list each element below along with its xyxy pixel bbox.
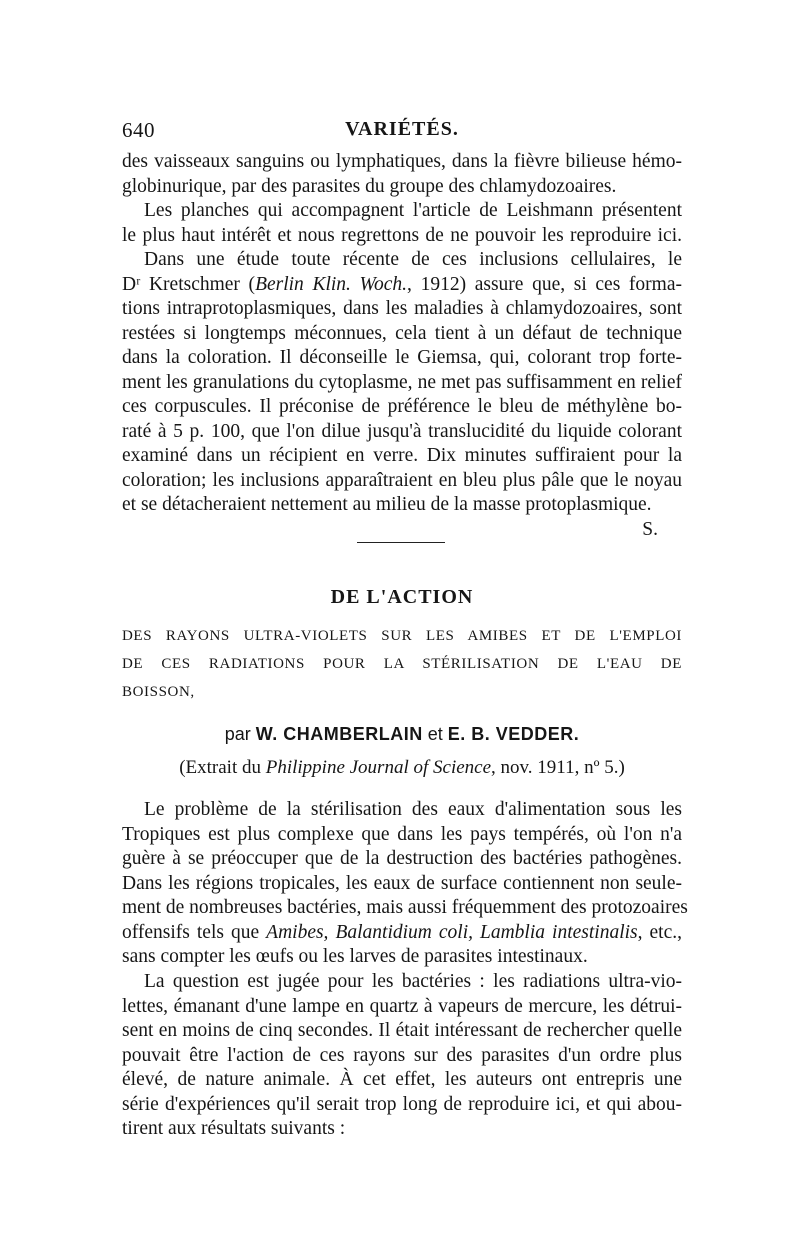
text-line: série d'expériences qu'il serait trop long de reproduire ici, et qui abou- [122, 1093, 682, 1115]
journal-name: Philippine Journal of Science [265, 757, 492, 778]
text-line: tions intraprotoplasmiques, dans les maladies à chlamydozoaires, sont [122, 298, 682, 319]
text-line: raté à 5 p. 100, que l'on dilue jusqu'à translucidité du liquide colorant [122, 420, 682, 442]
text-line: tirent aux résultats suivants : [122, 1118, 346, 1139]
text-line: coloration; les inclusions apparaîtraient en bleu plus pâle que le noyau [122, 469, 682, 491]
section-divider [357, 542, 445, 543]
running-head: VARIÉTÉS. [345, 118, 459, 140]
article-subtitle [122, 622, 682, 706]
article-paragraph [122, 798, 688, 970]
text-line: examiné dans un récipient en verre. Dix minutes suffiraient pour la [122, 445, 682, 466]
text-line: Dans les régions tropicales, les eaux de surface contiennent non seule- [122, 872, 682, 894]
signature: S. [642, 518, 658, 540]
first-section-text [122, 150, 682, 542]
text-line: ment de nombreuses bactéries, mais aussi fréquemment des protozoaires [122, 897, 688, 918]
text-line: le plus haut intérêt et nous regrettons de ne pouvoir les reproduire ici. [122, 224, 682, 246]
article-paragraph [122, 970, 682, 1142]
page-header [122, 118, 682, 148]
article-authors [122, 724, 682, 745]
text-line: guère à se préoccuper que de la destruction des bactéries pathogènes. [122, 848, 682, 869]
text-line-with-citation: Dʳ Kretschmer (Berlin Klin. Woch., 1912) assure que, si ces forma- [122, 273, 682, 295]
author-name: E. B. VEDDER. [447, 724, 580, 744]
text-line: Tropiques est plus complexe que dans les pays tempérés, où l'on n'a [122, 823, 682, 845]
journal-citation: Berlin Klin. Woch. [255, 273, 408, 295]
text-line: pouvait être l'action de ces rayons sur des parasites d'un ordre plus [122, 1044, 682, 1066]
source-note: (Extrait du Philippine Journal of Science, nov. 1911, nº 5.) [179, 757, 625, 778]
text-line: restées si longtemps méconnues, cela tient à un défaut de technique [122, 322, 682, 344]
text-line: Le problème de la stérilisation des eaux d'alimentation sous les [144, 799, 682, 820]
text-line-with-species: offensifs tels que Amibes, Balantidium coli, Lamblia intestinalis, etc., [122, 921, 682, 943]
text-line: ces corpuscules. Il préconise de préférence le bleu de méthylène bo- [122, 396, 682, 417]
page-number: 640 [122, 118, 155, 142]
text-line: des vaisseaux sanguins ou lymphatiques, dans la fièvre bilieuse hémo- [122, 151, 682, 172]
species-names: Amibes, Balantidium coli, Lamblia intestinalis [266, 921, 638, 943]
article-title: DE L'ACTION [330, 586, 474, 608]
authors-prefix: par [224, 724, 251, 744]
subtitle-line: DE CES RADIATIONS POUR LA STÉRILISATION DE L'EAU DE [122, 656, 682, 672]
text-line: et se détacheraient nettement au milieu de la masse protoplasmique. [122, 494, 652, 515]
text-line: Les planches qui accompagnent l'article de Leishmann présentent [144, 200, 682, 221]
text-line: lettes, émanant d'une lampe en quartz à vapeurs de mercure, les détrui- [122, 995, 682, 1017]
subtitle-line: DES RAYONS ULTRA-VIOLETS SUR LES AMIBES ET DE L'EMPLOI [122, 628, 682, 644]
text-line: sent en moins de cinq secondes. Il était intéressant de rechercher quelle [122, 1020, 682, 1041]
text-line: La question est jugée pour les bactéries : les radiations ultra-vio- [144, 971, 682, 992]
subtitle-line: BOISSON, [122, 684, 195, 700]
text-line: sans compter les œufs ou les larves de parasites intestinaux. [122, 946, 588, 967]
text-line: globinurique, par des parasites du groupe des chlamydozoaires. [122, 175, 617, 197]
text-line: dans la coloration. Il déconseille le Giemsa, qui, colorant trop forte- [122, 347, 682, 368]
text-line: Dans une étude toute récente de ces inclusions cellulaires, le [144, 249, 682, 270]
text-line: élevé, de nature animale. À cet effet, les auteurs ont entrepris une [122, 1069, 682, 1090]
authors-conjunction: et [427, 724, 443, 744]
text-line: ment les granulations du cytoplasme, ne met pas suffisamment en relief [122, 371, 682, 393]
author-name: W. CHAMBERLAIN [255, 724, 423, 744]
